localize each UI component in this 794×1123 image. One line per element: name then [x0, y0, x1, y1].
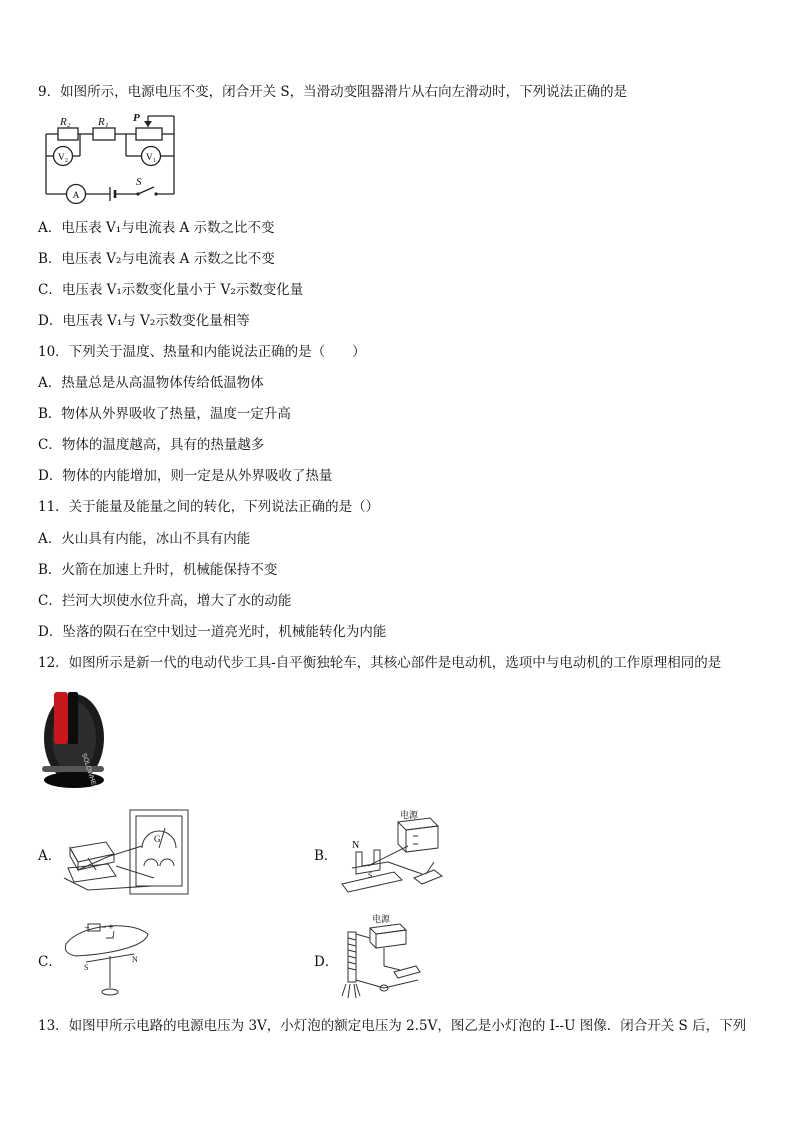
magnet-north-label: N	[352, 840, 360, 851]
q12-stem: 12．如图所示是新一代的电动代步工具-自平衡独轮车，其核心部件是电动机，选项中与电动机的工作原理相同的是	[38, 655, 722, 671]
q9-circuit-diagram	[38, 112, 182, 206]
q9-option-b: B．电压表 V₂与电流表 A 示数之比不变	[38, 251, 275, 267]
q11-option-c: C．拦河大坝使水位升高，增大了水的动能	[38, 593, 292, 609]
power-source-label-d: 电源	[372, 915, 391, 925]
ammeter-label: A	[72, 191, 80, 201]
galvanometer-label: G	[154, 834, 161, 844]
svg-text:−: −	[84, 924, 90, 932]
power-source-label-b: 电源	[400, 811, 419, 821]
q9-option-d: D．电压表 V₁与 V₂示数变化量相等	[38, 313, 250, 329]
q12-option-c-label: C．	[38, 954, 62, 970]
s-label: S	[136, 176, 142, 188]
q12-option-a-label: A．	[38, 848, 62, 864]
unicycle-image	[38, 688, 110, 794]
needle-south-label: S	[84, 963, 89, 972]
svg-text:+: +	[108, 923, 114, 931]
q11-stem: 11．关于能量及能量之间的转化，下列说法正确的是（）	[38, 499, 380, 515]
q12-option-b-label: B．	[314, 848, 338, 864]
q9-stem: 9．如图所示，电源电压不变，闭合开关 S，当滑动变阻器滑片从右向左滑动时，下列说法正确的是	[38, 84, 628, 100]
q12-option-d-label: D．	[314, 954, 339, 970]
q10-option-c: C．物体的温度越高，具有的热量越多	[38, 437, 265, 453]
q11-option-d: D．坠落的陨石在空中划过一道亮光时，机械能转化为内能	[38, 624, 387, 640]
r1-label: R₁	[98, 116, 109, 128]
q10-option-a: A．热量总是从高温物体传给低温物体	[38, 375, 264, 391]
q12-option-d-figure	[338, 910, 424, 1002]
p-label: P	[133, 112, 140, 124]
v1-meter-label: V₁	[145, 153, 157, 163]
q9-option-c: C．电压表 V₁示数变化量小于 V₂示数变化量	[38, 282, 304, 298]
magnet-south-label: S	[368, 871, 373, 880]
needle-north-label: N	[132, 955, 138, 964]
unicycle-brand-text: SOLOWHEEL	[80, 752, 100, 794]
q12-option-c-figure	[62, 912, 154, 1000]
q10-stem: 10．下列关于温度、热量和内能说法正确的是（ ）	[38, 344, 366, 360]
v2-meter-label: V₂	[57, 153, 69, 163]
q11-option-b: B．火箭在加速上升时，机械能保持不变	[38, 562, 278, 578]
current-label: I	[112, 930, 115, 939]
r2-label: R₂	[60, 116, 71, 128]
q9-option-a: A．电压表 V₁与电流表 A 示数之比不变	[38, 220, 275, 236]
q10-option-d: D．物体的内能增加，则一定是从外界吸收了热量	[38, 468, 333, 484]
q11-option-a: A．火山具有内能，冰山不具有内能	[38, 531, 251, 547]
q12-option-a-figure	[62, 806, 196, 902]
q12-option-b-figure	[338, 808, 448, 902]
q13-stem: 13．如图甲所示电路的电源电压为 3V，小灯泡的额定电压为 2.5V，图乙是小灯泡的 I--U 图像．闭合开关 S 后，下列	[38, 1018, 747, 1034]
q10-option-b: B．物体从外界吸收了热量，温度一定升高	[38, 406, 291, 422]
